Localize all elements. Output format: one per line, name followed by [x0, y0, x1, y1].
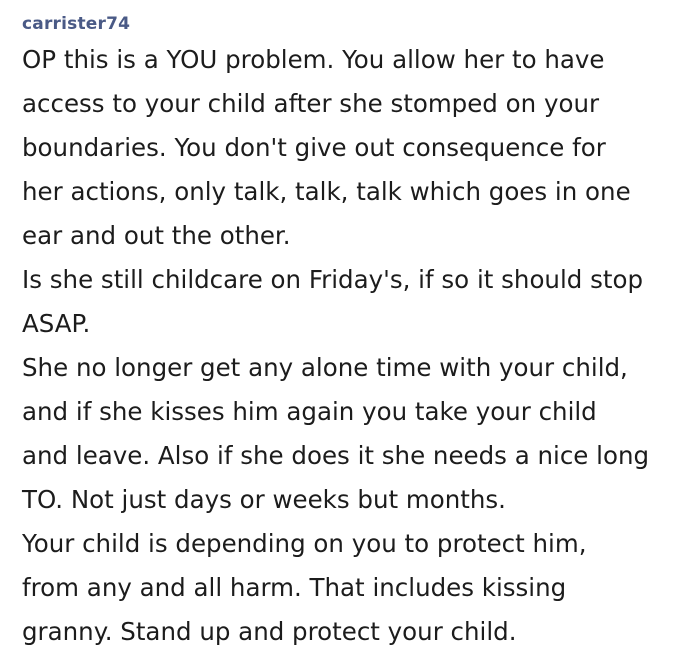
comment-line: from any and all harm. That includes kissing	[22, 573, 567, 602]
comment-line: access to your child after she stomped on your	[22, 89, 600, 118]
comment-line: Is she still childcare on Friday's, if so it should stop	[22, 265, 644, 294]
comment-line: ear and out the other.	[22, 221, 291, 250]
comment-body	[22, 38, 692, 654]
comment-line: and if she kisses him again you take your child	[22, 397, 597, 426]
comment-line: OP this is a YOU problem. You allow her to have	[22, 45, 605, 74]
comment-username[interactable]: carrister74	[22, 14, 131, 34]
comment-line: and leave. Also if she does it she needs a nice long	[22, 441, 650, 470]
comment-line: TO. Not just days or weeks but months.	[22, 485, 506, 514]
comment-line: her actions, only talk, talk, talk which goes in one	[22, 177, 631, 206]
comment-card	[22, 12, 692, 654]
comment-line: boundaries. You don't give out consequence for	[22, 133, 606, 162]
comment-line: ASAP.	[22, 309, 91, 338]
comment-line: Your child is depending on you to protect him,	[22, 529, 587, 558]
comment-line: She no longer get any alone time with your child,	[22, 353, 628, 382]
comment-line: granny. Stand up and protect your child.	[22, 617, 517, 646]
